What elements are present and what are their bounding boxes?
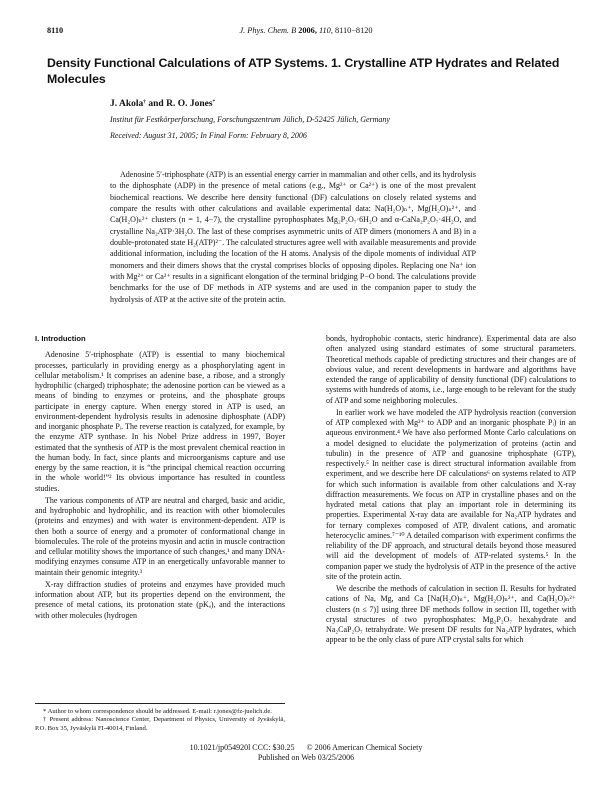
paragraph: In earlier work we have modeled the ATP hydrolysis reaction (conversion of ATP complexed with Mg²⁺ to ADP and an inorganic phosphate Pᵢ) in an aqueous environment.⁴ We have also performed Monte Carlo calculations on a model designed to elucidate the polymerization of proteins (actin and tubulin) in the presence of ATP and guanosine triphosphate (GTP), respectively.⁵ In neither case is direct structural information available from experiment, and we describe here DF calculations⁶ on systems related to ATP for which such information is available from other calculations and X-ray diffraction measurements. We focus on ATP in crystalline phases and on the hydrated metal cations that play an important role in determining its properties. Experimental X-ray data are available for Na₂ATP hydrates and for ternary complexes composed of ATP, divalent cations, and aromatic heterocyclic amines.⁷⁻¹⁰ A detailed comparison with experiment confirms the reliability of the DF approach, and structural details beyond those measured will aid the development of models of ATP-related systems.⁵ In the companion paper we study the hydrolysis of ATP in the presence of the active site of the protein actin.: [326, 407, 576, 581]
author-footnote-mark: †: [143, 99, 147, 105]
journal-year: 2006,: [298, 26, 317, 35]
received-dates: Received: August 31, 2005; In Final Form: February 8, 2006: [110, 131, 307, 140]
left-column: [35, 334, 285, 623]
page-number: 8110: [47, 26, 64, 35]
published-date: Published on Web 03/25/2006: [257, 753, 355, 762]
affiliation: Institut für Festkörperforschung, Forschungszentrum Jülich, D-52425 Jülich, Germany: [110, 115, 390, 124]
paragraph: X-ray diffraction studies of proteins and enzymes have provided much information about ATP, but its properties depend on the environment, the presence of metal cations, its protonation state (pKₐ), and the interactions with other molecules (hydrogen: [35, 579, 285, 620]
author-footnote-mark: *: [212, 99, 216, 105]
section-heading: I. Introduction: [35, 334, 86, 343]
journal-volume: 110,: [318, 26, 333, 35]
publication-footer: [0, 743, 612, 752]
paragraph: bonds, hydrophobic contacts, steric hindrance). Experimental data are also often analyzed using standard estimates of some structural parameters. Theoretical methods capable of predicting structures and their changes are of obvious value, and recent developments in hardware and algorithms have extended the range of applicability of density functional (DF) calculations to systems with hundreds of atoms, i.e., large enough to be relevant for the study of ATP and some neighboring molecules.: [326, 334, 576, 405]
abstract: Adenosine 5′-triphosphate (ATP) is an essential energy carrier in mammalian and other cells, and its hydrolysis to the diphosphate (ADP) in the presence of metal cations (e.g., Mg²⁺ or Ca²⁺) is one of the most prevalent biochemical reactions. We describe here density functional (DF) calculations on closely related systems and compare the results with other calculations and available experimental data: Na(H₂O)ₙ⁺, Mg(H₂O)ₙ²⁺, and Ca(H₂O)ₙ²⁺ clusters (n = 1, 4−7), the crystalline pyrophosphates Mg₂P₂O₇·6H₂O and α-CaNa₂P₂O₇·4H₂O, and crystalline Na₂ATP·3H₂O. The last of these comprises asymmetric units of ATP dimers (monomers A and B) in a double-protonated state H₂(ATP)²⁻. The calculated structures agree well with available measurements and provide additional information, including the location of the H atoms. Analysis of the dipole moments of individual ATP monomers and their dimers shows that the crystal comprises blocks of opposing dipoles. Replacing one Na⁺ ion with Mg²⁺ or Ca²⁺ results in a significant elongation of the terminal bridging P−O bond. The calculations provide benchmarks for the use of DF methods in ATP systems and are used in the companion paper to study the hydrolysis of ATP at the active site of the protein actin.: [110, 170, 476, 304]
journal-pages: 8110−8120: [334, 26, 373, 35]
paragraph: Adenosine 5′-triphosphate (ATP) is essential to many biochemical processes, particularly in providing energy as a phosphorylating agent in cellular metabolism.¹ It comprises an adenine base, a ribose, and a strongly hydrophilic (charged) triphosphate; the adenosine portion can be viewed as a means of binding to enzymes or proteins, and the phosphate groups participate in energy capture. When energy stored in ATP is used, an environment-dependent hydrolysis results in adenosine diphosphate (ADP) and inorganic phosphate Pᵢ. The reverse reaction is catalyzed, for example, by the enzyme ATP synthase. In his Nobel Prize address in 1997, Boyer estimated that the synthesis of ATP is the most prevalent chemical reaction in the human body. In fact, since plants and microorganisms capture and use energy by the same reaction, it is “the principal chemical reaction occurring in the whole world!”² Its obvious importance has resulted in countless studies.: [35, 350, 285, 493]
author-name: J. Akola: [110, 99, 144, 109]
footnote-present-address: † Present address: Nanoscience Center, Department of Physics, University of Jyväskylä, P.O. Box 35, Jyväskylä FI-40014, Finland.: [35, 716, 285, 732]
copyright: © 2006 American Chemical Society: [306, 743, 423, 752]
author-name: R. O. Jones: [166, 99, 213, 109]
footnote-divider: [35, 703, 285, 704]
article-title: Density Functional Calculations of ATP Systems. 1. Crystalline ATP Hydrates and Related Molecules: [47, 56, 560, 86]
doi-ccc: 10.1021/jp054920l CCC: $30.25: [189, 743, 295, 752]
right-column: [326, 334, 576, 648]
author-conjunction: and: [146, 99, 167, 109]
paragraph: The various components of ATP are neutral and charged, basic and acidic, and hydrophobic and hydrophilic, and its reaction with other biomolecules (proteins and enzymes) and with water is environment-dependent. ATP is then both a source of energy and a promoter of conformational change in biomolecules. The role of the proteins myosin and actin in muscle contraction and cellular motility shows the importance of such changes,¹ and many DNA-modifying enzymes consume ATP in an energetically unfavorable manner to maintain their genomic integrity.³: [35, 495, 285, 577]
author-list: [110, 99, 215, 109]
journal-name: J. Phys. Chem. B: [239, 26, 297, 35]
running-header: [0, 26, 612, 35]
paragraph: We describe the methods of calculation in section II. Results for hydrated cations of Na, Mg, and Ca [Na(H₂O)ₙ⁺, Mg(H₂O)ₙ²⁺, and Ca(H₂O)ₙ²⁺ clusters (n ≤ 7)] using three DF methods follow in section III, together with crystal structures of two pyrophosphates: Mg₂P₂O₇ hexahydrate and Na₂CaP₂O₇ tetrahydrate. We present DF results for Na₂ATP hydrates, which appear to be the only class of pure ATP crystal salts for which: [326, 584, 576, 645]
footnotes: [35, 708, 285, 733]
footnote-correspondence: * Author to whom correspondence should be addressed. E-mail: r.jones@fz-juelich.de.: [43, 708, 272, 715]
